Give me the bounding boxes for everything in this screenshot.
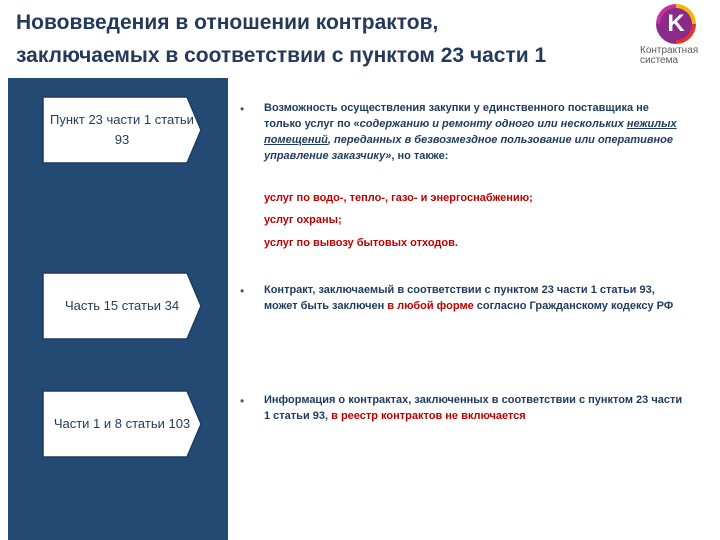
block-2-part-2: в любой форме [387,300,474,312]
block-1-item-1: услуг по водо-, тепло-, газо- и энергоснабжению; [264,192,533,204]
tag-item-34 [42,272,202,340]
block-1-part-4: , переданных в безвозмездное пользование или оперативное управление заказчику» [264,134,673,162]
tag-label: Пункт 23 части 1 статьи 93 [50,112,194,147]
bullet-2: • [240,284,245,298]
logo-text-line-1: Контрактная [640,45,699,56]
tag-label: Часть 15 статьи 34 [64,298,180,313]
bullet-1: • [240,102,245,116]
block-2-text [264,282,684,314]
tag-item-103 [42,390,202,458]
block-1-part-2: содержанию и ремонту одного или нескольких [359,118,627,130]
block-3-part-2: в реестр контрактов не включается [331,410,526,422]
bullet-3: • [240,394,245,408]
block-1-item-2: услуг охраны; [264,214,342,226]
tag-item-93 [42,96,202,164]
block-3-part-1: Информация о контрактах, заключенных в соответствии с пунктом 23 части 1 статьи 93, [264,394,683,422]
block-1-text [264,100,684,164]
logo [640,4,720,80]
block-1-part-5: , но также: [391,150,449,162]
title-line-2: заключаемых в соответствии с пунктом 23 части 1 [16,44,547,67]
title-line-1: Нововведения в отношении контрактов, [16,11,439,34]
block-1-item-3: услуг по вывозу бытовых отходов. [264,237,458,249]
logo-letter: K [660,8,692,40]
block-3-text [264,392,684,424]
slide-title [16,6,636,72]
block-1-part-1: Возможность осуществления закупки у единственного поставщика не только услуг по « [264,102,649,130]
logo-text-line-2: система [640,55,679,66]
logo-mark [656,4,696,44]
block-2-part-1: Контракт, заключаемый в соответствии с пунктом 23 части 1 статьи 93, может быть заключен [264,284,655,312]
logo-text [640,46,720,66]
tag-label: Части 1 и 8 статьи 103 [53,416,191,431]
block-2-part-3: согласно Гражданскому кодексу РФ [473,300,674,312]
block-1-part-3: нежилых помещений [264,118,677,146]
